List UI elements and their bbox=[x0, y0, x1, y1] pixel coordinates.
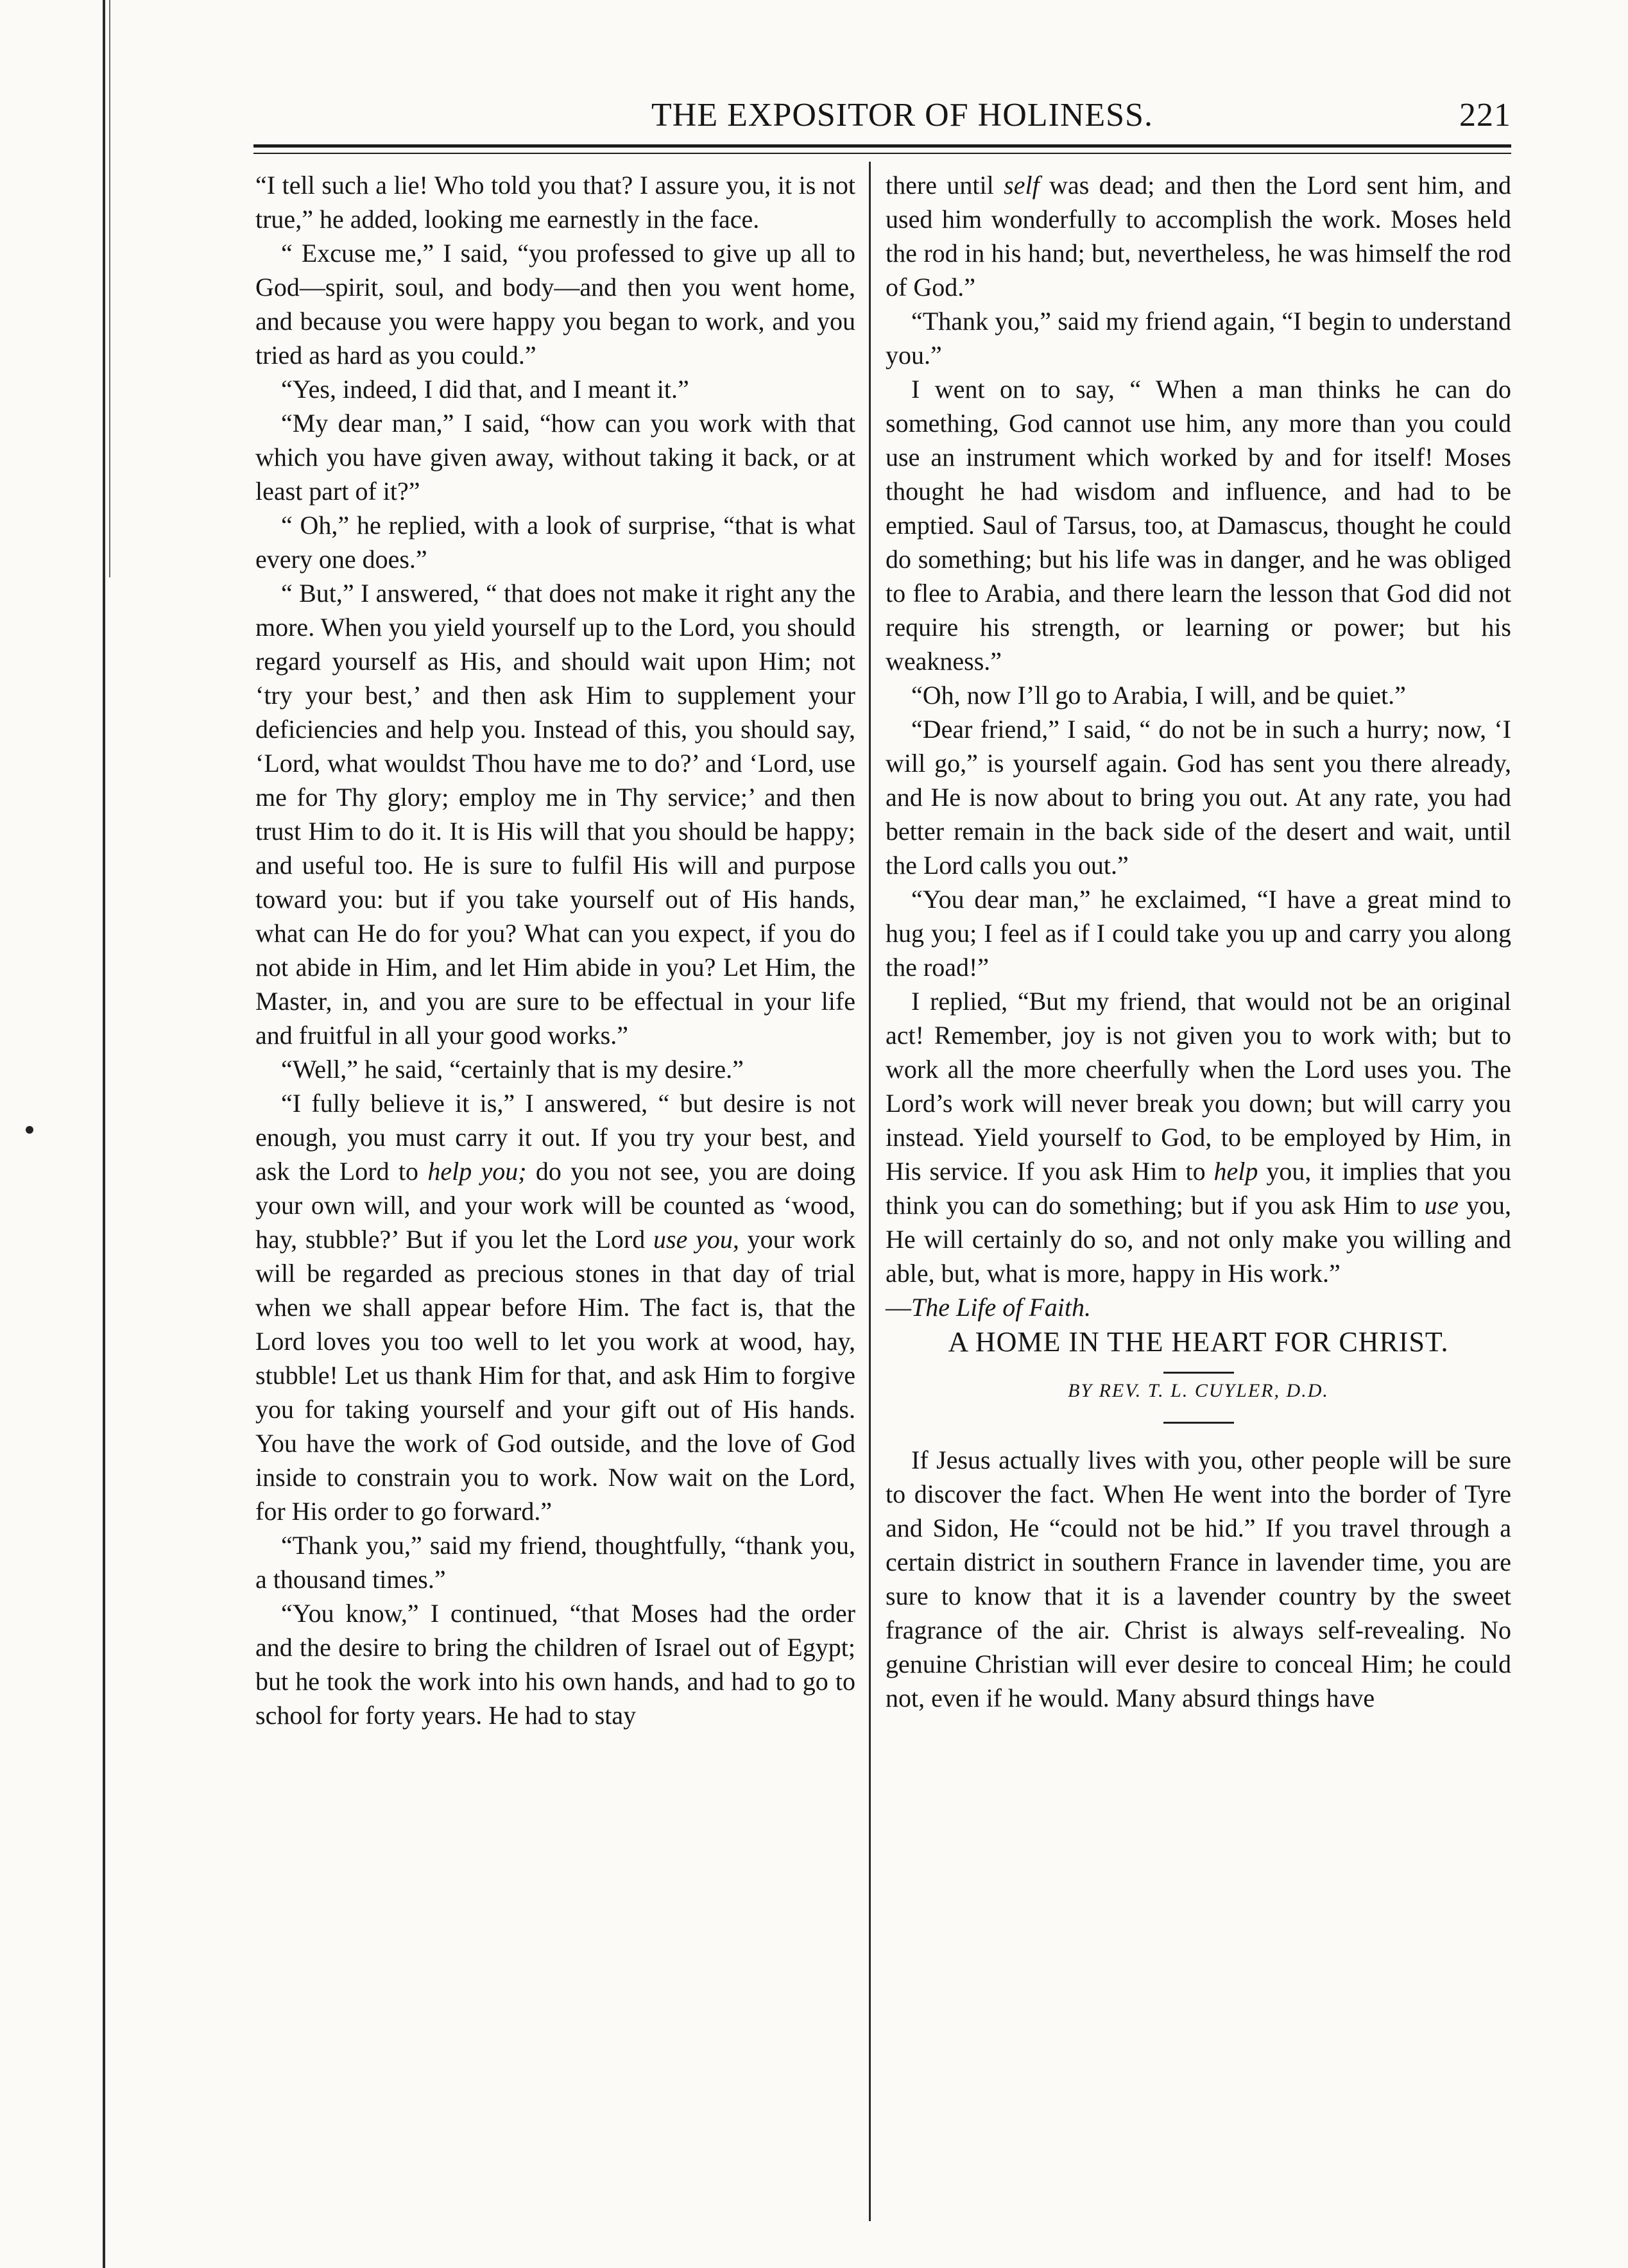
paragraph bbox=[255, 168, 855, 236]
paragraph bbox=[886, 372, 1511, 678]
paragraph bbox=[886, 712, 1511, 882]
article-byline: BY REV. T. L. CUYLER, D.D. bbox=[1068, 1380, 1329, 1401]
text-run: was dead; and then the Lord sent him, and used him wonderfully to accomplish the work. Moses held the rod in his hand; but, nevertheless, he was himself the rod of God.” bbox=[886, 171, 1512, 302]
text-run: I went on to say, “ When a man thinks he can do something, God cannot use him, any more than you could use an instrument which worked by and for itself! Moses thought he had wisdom and influence, and had to be emptied. Saul of Tarsus, too, at Damascus, thought he could do something; but his life was in danger, and he was obliged to flee to Arabia, and there learn the lesson that God did not require his strength, or learning or power; but his weakness.” bbox=[886, 375, 1511, 676]
running-head: THE EXPOSITOR OF HOLINESS. bbox=[651, 97, 1153, 133]
paragraph bbox=[886, 304, 1511, 372]
right-column bbox=[886, 168, 1511, 1715]
paragraph bbox=[255, 372, 855, 406]
text-run: “You know,” I continued, “that Moses had the order and the desire to bring the children of Israel out of Egypt; but he took the work into his own hands, and had to go to school for forty years. He had to stay bbox=[255, 1599, 855, 1730]
paragraph bbox=[886, 984, 1511, 1290]
article-body bbox=[886, 1443, 1511, 1715]
article-title: A HOME IN THE HEART FOR CHRIST. bbox=[948, 1326, 1449, 1358]
left-column bbox=[255, 168, 855, 1732]
text-run: “ Oh,” he replied, with a look of surprise, “that is what every one does.” bbox=[255, 511, 855, 574]
italic-text: The Life of Faith. bbox=[911, 1293, 1091, 1322]
byline-rule bbox=[1163, 1422, 1234, 1424]
text-run: your work will be regarded as precious stones in that day of trial when we shall appear before Him. The fact is, that the Lord loves you too well to let you work at wood, hay, stubble! Let us thank Him for that, and ask Him to forgive you for taking yourself and your gift out of His hands. You have the work of God outside, and the love of God inside to constrain you to work. Now wait on the Lord, for His order to go forward.” bbox=[255, 1225, 856, 1526]
column-divider bbox=[869, 162, 871, 2221]
page-number: 221 bbox=[1459, 97, 1511, 133]
text-run: — bbox=[886, 1293, 911, 1322]
text-run: I replied, “But my friend, that would not be an original act! Remember, joy is not given you to work with; but to work all the more cheerfully when the Lord uses you. The Lord’s work will never break you down; but will carry you instead. Yield yourself to God, to be employed by Him, in His service. If you ask Him to bbox=[886, 987, 1511, 1186]
page-header bbox=[253, 96, 1511, 148]
text-run: “Thank you,” said my friend, thoughtfully, “thank you, a thousand times.” bbox=[255, 1531, 855, 1594]
header-rule-thin bbox=[253, 153, 1511, 154]
text-run: you, it implies that you think you can do something; but if you ask Him to bbox=[886, 1157, 1512, 1220]
paragraph bbox=[255, 1052, 855, 1086]
text-run: If Jesus actually lives with you, other people will be sure to discover the fact. When He went into the border of Tyre and Sidon, He “could not be hid.” If you travel through a certain district in southern France in lavender time, you are sure to know that it is a lavender country by the sweet fragrance of the air. Christ is always self-revealing. No genuine Christian will ever desire to conceal Him; he could not, even if he would. Many absurd things have bbox=[886, 1445, 1511, 1712]
italic-text: help bbox=[1213, 1157, 1258, 1186]
paragraph bbox=[886, 678, 1511, 712]
text-run: “Dear friend,” I said, “ do not be in such a hurry; now, ‘I will go,” is yourself again. God has sent you there already, and He is now about to bring you out. At any rate, you had better remain in the back side of the desert and wait, until the Lord calls you out.” bbox=[886, 715, 1511, 880]
text-run: “You dear man,” he exclaimed, “I have a great mind to hug you; I feel as if I could take you up and carry you along the road!” bbox=[886, 885, 1511, 982]
paragraph bbox=[886, 1443, 1511, 1715]
paragraph bbox=[886, 1290, 1511, 1324]
paragraph bbox=[255, 508, 855, 576]
text-run: there until bbox=[886, 171, 1004, 200]
text-run: “ Excuse me,” I said, “you professed to give up all to God—spirit, soul, and body—and then you went home, and because you were happy you began to work, and you tried as hard as you could.” bbox=[255, 239, 855, 370]
paragraph bbox=[255, 1528, 855, 1596]
italic-text: help you; bbox=[427, 1157, 527, 1186]
italic-text: use bbox=[1424, 1191, 1459, 1220]
text-run: “ But,” I answered, “ that does not make it right any the more. When you yield yourself up to the Lord, you should regard yourself as His, and should wait upon Him; not ‘try your best,’ and then ask Him to supplement your deficiencies and help you. Instead of this, you should say, ‘Lord, what wouldst Thou have me to do?’ and ‘Lord, use me for Thy glory; employ me in Thy service;’ and then trust Him to do it. It is His will that you should be happy; and useful too. He is sure to fulfil His will and purpose toward you: but if you take yourself out of His hands, what can He do for you? What can you expect, if you do not abide in Him, and let Him abide in you? Let Him, the Master, in, and you are sure to be effectual in your life and fruitful in all your good works.” bbox=[255, 579, 855, 1050]
binding-edge-rule bbox=[103, 0, 105, 2268]
text-run: “Well,” he said, “certainly that is my desire.” bbox=[281, 1055, 744, 1084]
paragraph bbox=[255, 236, 855, 372]
text-run: “My dear man,” I said, “how can you work with that which you have given away, without taking it back, or at least part of it?” bbox=[255, 409, 855, 506]
text-run: “I tell such a lie! Who told you that? I assure you, it is not true,” he added, looking me earnestly in the face. bbox=[255, 171, 855, 234]
paragraph bbox=[255, 576, 855, 1052]
text-run: “Yes, indeed, I did that, and I meant it.” bbox=[281, 375, 689, 404]
binding-edge-rule-thin bbox=[109, 0, 110, 577]
italic-text: self bbox=[1004, 171, 1040, 200]
margin-mark bbox=[26, 1126, 33, 1134]
text-run: “Oh, now I’ll go to Arabia, I will, and be quiet.” bbox=[911, 681, 1406, 710]
paragraph bbox=[886, 168, 1511, 304]
paragraph bbox=[255, 406, 855, 508]
italic-text: use you, bbox=[653, 1225, 739, 1254]
text-run: “I fully believe it is,” I answered, “ but desire is not enough, you must carry it out. If you try your best, and ask the Lord to bbox=[255, 1089, 855, 1186]
paragraph bbox=[255, 1596, 855, 1732]
paragraph bbox=[255, 1086, 855, 1528]
text-run: do you not see, you are doing your own will, and your work will be counted as ‘wood, hay, stubble?’ But if you let the Lord bbox=[255, 1157, 855, 1254]
text-run: “Thank you,” said my friend again, “I begin to understand you.” bbox=[886, 307, 1511, 370]
text-run: you, He will certainly do so, and not only make you willing and able, but, what is more, happy in His work.” bbox=[886, 1191, 1511, 1288]
right-column-text bbox=[886, 168, 1511, 1324]
header-rule-thick bbox=[253, 144, 1511, 148]
paragraph bbox=[886, 882, 1511, 984]
